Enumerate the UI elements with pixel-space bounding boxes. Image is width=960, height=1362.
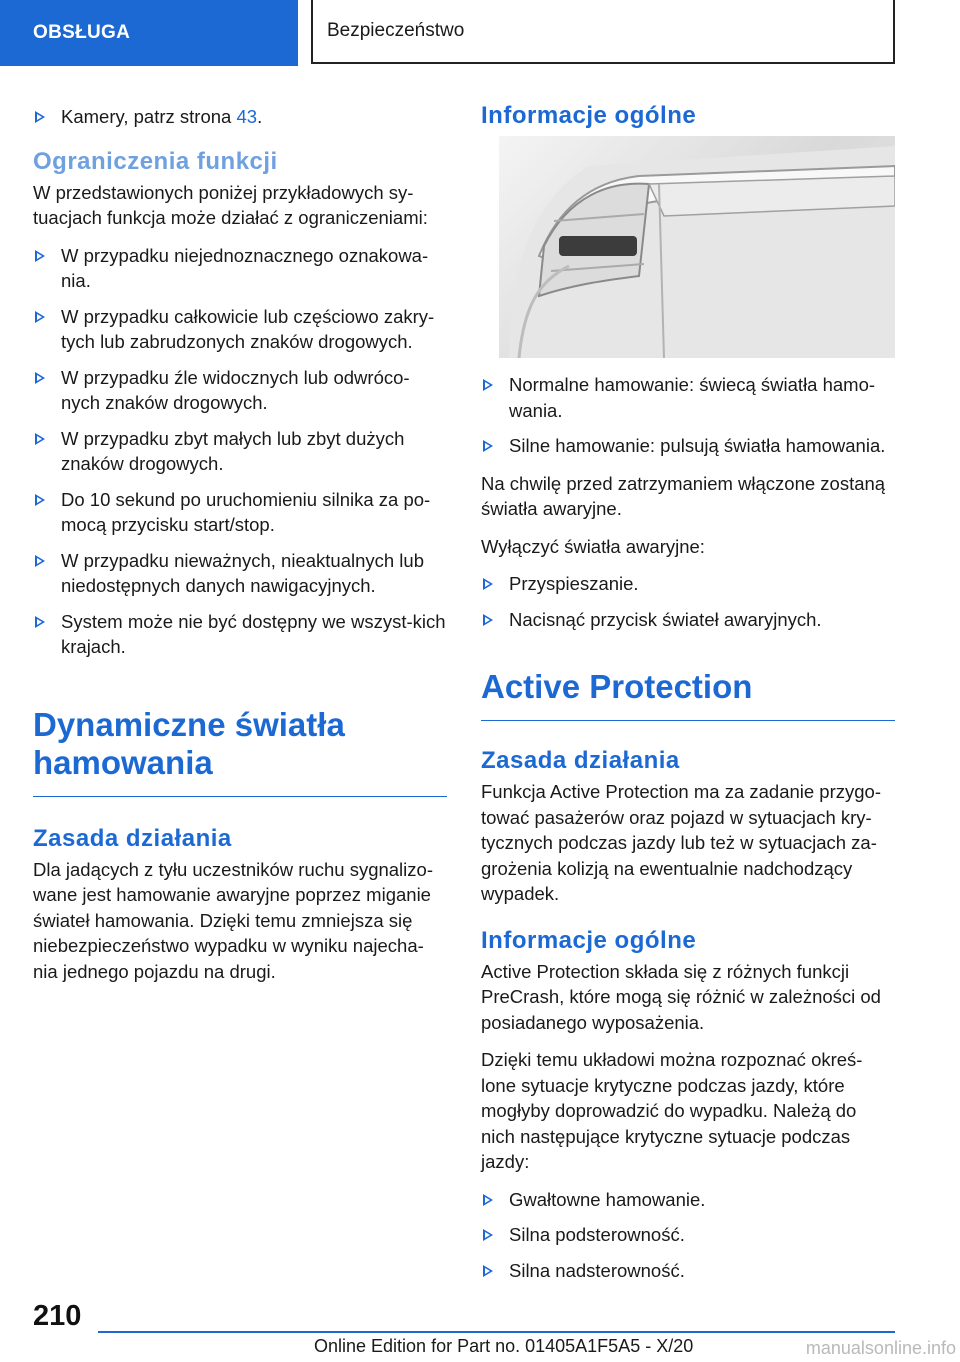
triangle-bullet-icon xyxy=(35,372,45,384)
ap-general-text: Active Protection składa się z różnych funkcji PreCrash, które mogą się różnić w zależności od posiadanego wyposażenia. xyxy=(481,960,881,1033)
list-item xyxy=(33,104,447,130)
list-item xyxy=(33,304,447,355)
list-item xyxy=(33,487,447,538)
watermark: manualsonline.info xyxy=(805,1338,956,1358)
triangle-bullet-icon xyxy=(35,555,45,567)
triangle-bullet-icon xyxy=(483,614,493,626)
general-heading: Informacje ogólne xyxy=(481,102,697,129)
camera-item-suffix: . xyxy=(257,106,263,127)
ap-item-text: Silna nadsterowność. xyxy=(509,1259,685,1281)
triangle-bullet-icon xyxy=(483,440,493,452)
list-item xyxy=(481,1258,895,1284)
triangle-bullet-icon xyxy=(35,111,45,123)
triangle-bullet-icon xyxy=(483,578,493,590)
limits-item-text: W przypadku zbyt małych lub zbyt dużych znaków drogowych. xyxy=(61,427,405,474)
limits-item-text: W przypadku źle widocznych lub odwróco-nych znaków drogowych. xyxy=(61,366,410,413)
page-number: 210 xyxy=(33,1300,82,1332)
ap-principle-heading: Zasada działania xyxy=(481,747,680,774)
heading-line: Dynamiczne światła xyxy=(33,705,345,743)
triangle-bullet-icon xyxy=(35,433,45,445)
list-item xyxy=(481,1187,895,1213)
triangle-bullet-icon xyxy=(35,250,45,262)
limits-list xyxy=(33,243,447,660)
limits-item-text: W przypadku nieważnych, nieaktualnych lub niedostępnych danych nawigacyjnych. xyxy=(61,549,424,596)
hazard-off-list xyxy=(481,571,895,632)
list-item xyxy=(33,426,447,477)
list-item xyxy=(33,365,447,416)
triangle-bullet-icon xyxy=(483,1229,493,1241)
left-column xyxy=(33,100,447,996)
triangle-bullet-icon xyxy=(35,616,45,628)
camera-item-text: Kamery, patrz strona xyxy=(61,106,237,127)
ap-principle-text: Funkcja Active Protection ma za zadanie przygo-tować pasażerów oraz pojazd w sytuacjach kry-tycznych podczas jazdy lub też w sytuacjach za-grożenia kolizją na ewentualnie nadchodzący wypadek. xyxy=(481,781,881,904)
list-item xyxy=(481,372,895,423)
triangle-bullet-icon xyxy=(35,311,45,323)
limits-item-text: Do 10 sekund po uruchomieniu silnika za po-mocą przycisku start/stop. xyxy=(61,488,431,535)
list-item xyxy=(481,571,895,597)
list-item xyxy=(33,609,447,660)
principle-heading: Zasada działania xyxy=(33,824,232,852)
limits-heading: Ograniczenia funkcji xyxy=(33,147,278,175)
triangle-bullet-icon xyxy=(35,494,45,506)
heading-line: hamowania xyxy=(33,743,213,781)
section-tab: OBSŁUGA xyxy=(0,0,298,66)
hazard-off-item-text: Nacisnąć przycisk świateł awaryjnych. xyxy=(509,608,822,630)
chapter-title: Bezpieczeństwo xyxy=(311,0,895,64)
footer-divider xyxy=(98,1331,895,1333)
list-item xyxy=(481,433,895,459)
ap-general-heading: Informacje ogólne xyxy=(481,926,697,954)
active-protection-heading: Active Protection xyxy=(481,668,895,721)
hazard-off-intro: Wyłączyć światła awaryjne: xyxy=(481,535,705,557)
ap-list xyxy=(481,1187,895,1284)
list-item xyxy=(481,607,895,633)
limits-intro: W przedstawionych poniżej przykładowych sy-tuacjach funkcja może działać z ograniczeniami: xyxy=(33,181,428,228)
triangle-bullet-icon xyxy=(483,1194,493,1206)
hazard-off-item-text: Przyspieszanie. xyxy=(509,573,639,594)
page-reference-link[interactable]: 43 xyxy=(236,106,258,127)
ap-general-text: Dzięki temu układowi można rozpoznać okreś-lone sytuacje krytyczne podczas jazdy, które mogłyby doprowadzić do wypadku. Należą do nich następujące krytyczne sytuacje podczas jazdy: xyxy=(481,1049,863,1172)
dynamic-brake-lights-heading xyxy=(33,706,447,797)
triangle-bullet-icon xyxy=(483,379,493,391)
ap-item-text: Gwałtowne hamowanie. xyxy=(509,1188,706,1210)
brake-item-text: Silne hamowanie: pulsują światła hamowania. xyxy=(509,435,886,456)
brake-item-text: Normalne hamowanie: świecą światła hamo-wania. xyxy=(509,374,876,421)
list-item xyxy=(481,1222,895,1248)
list-item xyxy=(33,243,447,294)
principle-text: Dla jadących z tyłu uczestników ruchu sygnalizo-wane jest hamowanie awaryjne poprzez miganie świateł hamowania. Dzięki temu zmniejsza się niebezpieczeństwo wypadku w wyniku najecha-nia jednego pojazdu na drugi. xyxy=(33,858,433,982)
limits-item-text: System może nie być dostępny we wszyst-kich krajach. xyxy=(61,610,446,657)
brake-list xyxy=(481,372,895,459)
hazard-text: Na chwilę przed zatrzymaniem włączone zostaną światła awaryjne. xyxy=(481,472,886,519)
limits-item-text: W przypadku całkowicie lub częściowo zakry-tych lub zabrudzonych znaków drogowych. xyxy=(61,305,435,352)
list-item xyxy=(33,548,447,599)
brake-light-illustration xyxy=(499,136,895,358)
right-column xyxy=(481,100,895,1295)
ap-item-text: Silna podsterowność. xyxy=(509,1224,685,1245)
triangle-bullet-icon xyxy=(483,1265,493,1277)
edition-text: Online Edition for Part no. 01405A1F5A5 - X/20 xyxy=(314,1336,694,1356)
tail-light-icon xyxy=(499,136,895,358)
limits-item-text: W przypadku niejednoznacznego oznakowa-nia. xyxy=(61,244,429,291)
camera-list xyxy=(33,104,447,130)
